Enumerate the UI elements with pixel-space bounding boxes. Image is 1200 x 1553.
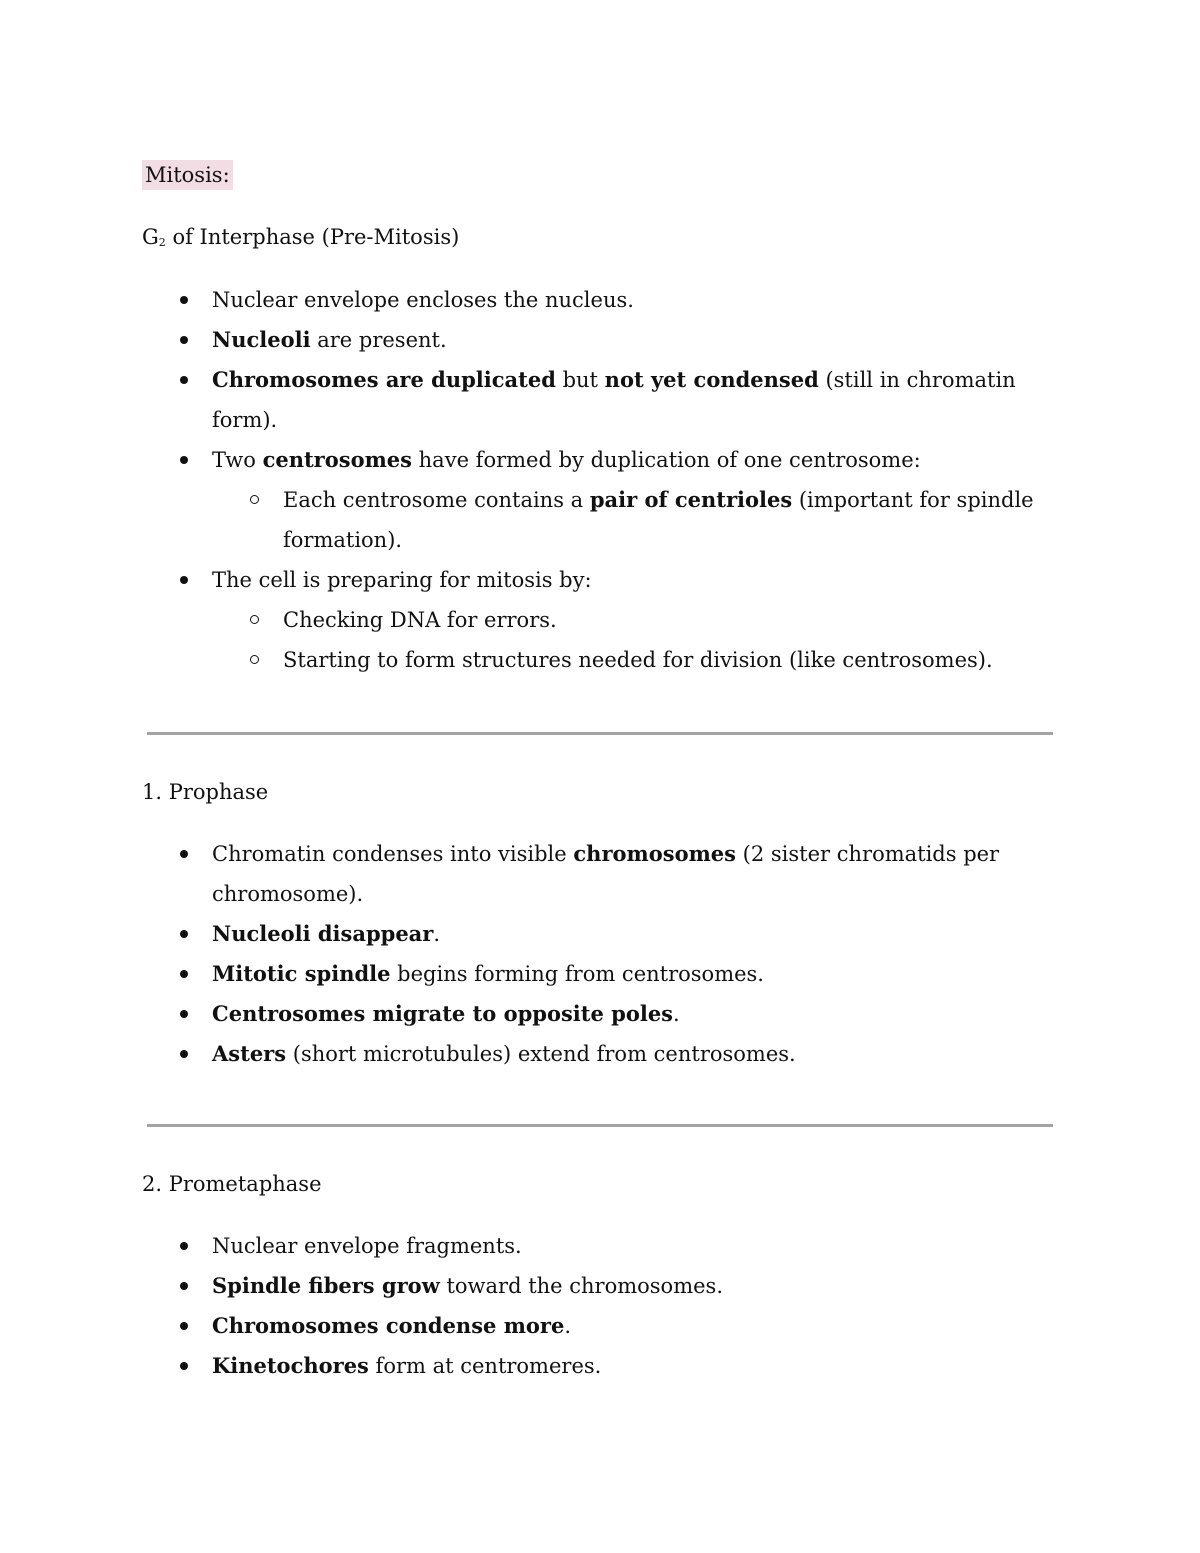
sub-list-item: Each centrosome contains a pair of centrioles (important for spindle formation). [212, 480, 1060, 560]
list-item: Mitotic spindle begins forming from centrosomes. [142, 954, 1060, 994]
list-item: Chromosomes condense more. [142, 1306, 1060, 1346]
list-item: Nuclear envelope encloses the nucleus. [142, 280, 1060, 320]
list-item: Nuclear envelope fragments. [142, 1226, 1060, 1266]
list-item: The cell is preparing for mitosis by: Checking DNA for errors. Starting to form structures needed for division (like centrosomes). [142, 560, 1060, 680]
prometaphase-heading: 2. Prometaphase [142, 1172, 322, 1196]
prophase-list-block [142, 834, 1060, 1074]
list-item: Kinetochores form at centromeres. [142, 1346, 1060, 1386]
sub-list [212, 480, 1060, 560]
sub-list-item: Checking DNA for errors. [212, 600, 1060, 640]
list-item: Nucleoli disappear. [142, 914, 1060, 954]
prophase-list [142, 834, 1060, 1074]
list-item: Asters (short microtubules) extend from centrosomes. [142, 1034, 1060, 1074]
interphase-heading: $G_2$ of Interphase (Pre-Mitosis) [142, 225, 460, 249]
list-item: Chromosomes are duplicated but not yet condensed (still in chromatin form). [142, 360, 1060, 440]
section-divider [147, 732, 1053, 735]
list-item: Chromatin condenses into visible chromosomes (2 sister chromatids per chromosome). [142, 834, 1060, 914]
list-item: Spindle fibers grow toward the chromosomes. [142, 1266, 1060, 1306]
title-block [142, 160, 1060, 190]
interphase-list [142, 280, 1060, 680]
list-item: Two centrosomes have formed by duplication of one centrosome: Each centrosome contains a pair of centrioles (important for spindle formation). [142, 440, 1060, 560]
sub-list-item: Starting to form structures needed for division (like centrosomes). [212, 640, 1060, 680]
list-item: Nucleoli are present. [142, 320, 1060, 360]
prophase-heading: 1. Prophase [142, 780, 269, 804]
sub-list [212, 600, 1060, 680]
prometaphase-list-block [142, 1226, 1060, 1386]
interphase-list-block [142, 280, 1060, 680]
document-title: Mitosis: [142, 160, 233, 190]
list-item: Centrosomes migrate to opposite poles. [142, 994, 1060, 1034]
section-divider [147, 1124, 1053, 1127]
prometaphase-list [142, 1226, 1060, 1386]
